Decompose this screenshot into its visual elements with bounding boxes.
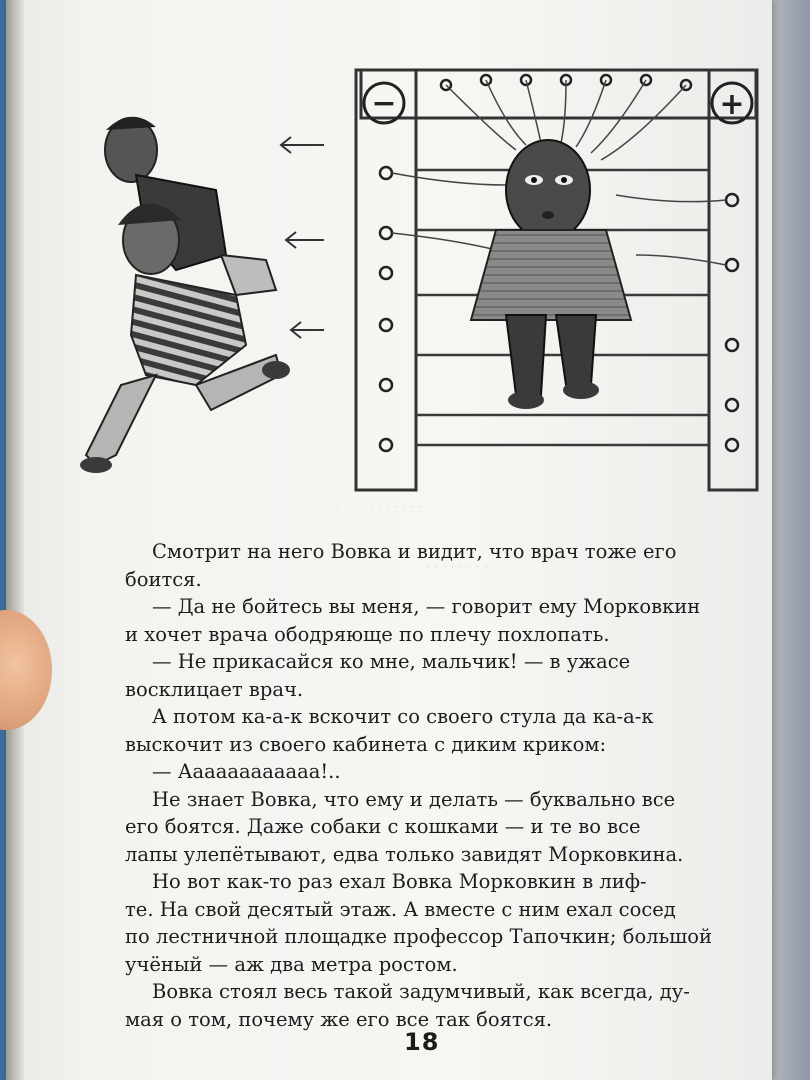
text-line: — Да не бойтесь вы меня, — говорит ему Морковкин [152, 595, 701, 618]
bleed-through-text: · · · · · · · · · · · [336, 500, 423, 515]
motion-arrows [281, 137, 324, 338]
page-text [125, 538, 722, 1033]
text-line: — Не прикасайся ко мне, мальчик! — в ужасе [152, 650, 631, 673]
paragraph-6 [125, 786, 722, 869]
text-line: восклицает врач. [125, 677, 304, 701]
page-gutter [6, 0, 24, 1080]
text-line: и хочет врача ободряюще по плечу похлопать. [125, 622, 610, 646]
minus-sign: − [371, 86, 397, 121]
paragraph-3 [125, 648, 722, 703]
text-line: его боятся. Даже собаки с кошками — и те во все [125, 815, 641, 838]
scanned-boy [471, 140, 631, 409]
xray-frame [356, 70, 757, 490]
text-line: Но вот как-то раз ехал Вовка Морковкин в лиф- [152, 870, 647, 893]
paragraph-2 [125, 593, 722, 648]
running-man [105, 117, 276, 295]
paragraph-7 [125, 868, 722, 978]
paragraph-4 [125, 703, 722, 758]
text-line: учёный — аж два метра ростом. [125, 952, 458, 976]
paragraph-1 [125, 538, 722, 593]
text-line: мая о том, почему же его все так боятся. [125, 1007, 553, 1031]
text-line: боится. [125, 567, 202, 591]
book-page [6, 0, 772, 1080]
text-line: — Аааааааааааа!.. [152, 760, 341, 783]
text-line: Смотрит на него Вовка и видит, что врач тоже его [152, 540, 677, 563]
plus-sign: + [719, 87, 745, 122]
bleed-through-text: · · · · · · · · [426, 560, 488, 575]
text-line: те. На свой десятый этаж. А вместе с ним ехал сосед [125, 897, 676, 921]
paragraph-8 [125, 978, 722, 1033]
paragraph-5 [152, 758, 722, 786]
text-line: лапы улепётывают, едва только завидят Морковкина. [125, 842, 684, 866]
illustration [76, 55, 766, 505]
text-line: Не знает Вовка, что ему и делать — буквально все [152, 787, 676, 811]
text-line: по лестничной площадке профессор Тапочкин; большой [125, 925, 713, 948]
page-number: 18 [404, 1028, 440, 1056]
text-line: Вовка стоял весь такой задумчивый, как всегда, ду- [152, 980, 690, 1003]
text-line: А потом ка-а-к вскочит со своего стула да ка-а-к [152, 705, 654, 728]
text-line: выскочит из своего кабинета с диким криком: [125, 732, 607, 756]
